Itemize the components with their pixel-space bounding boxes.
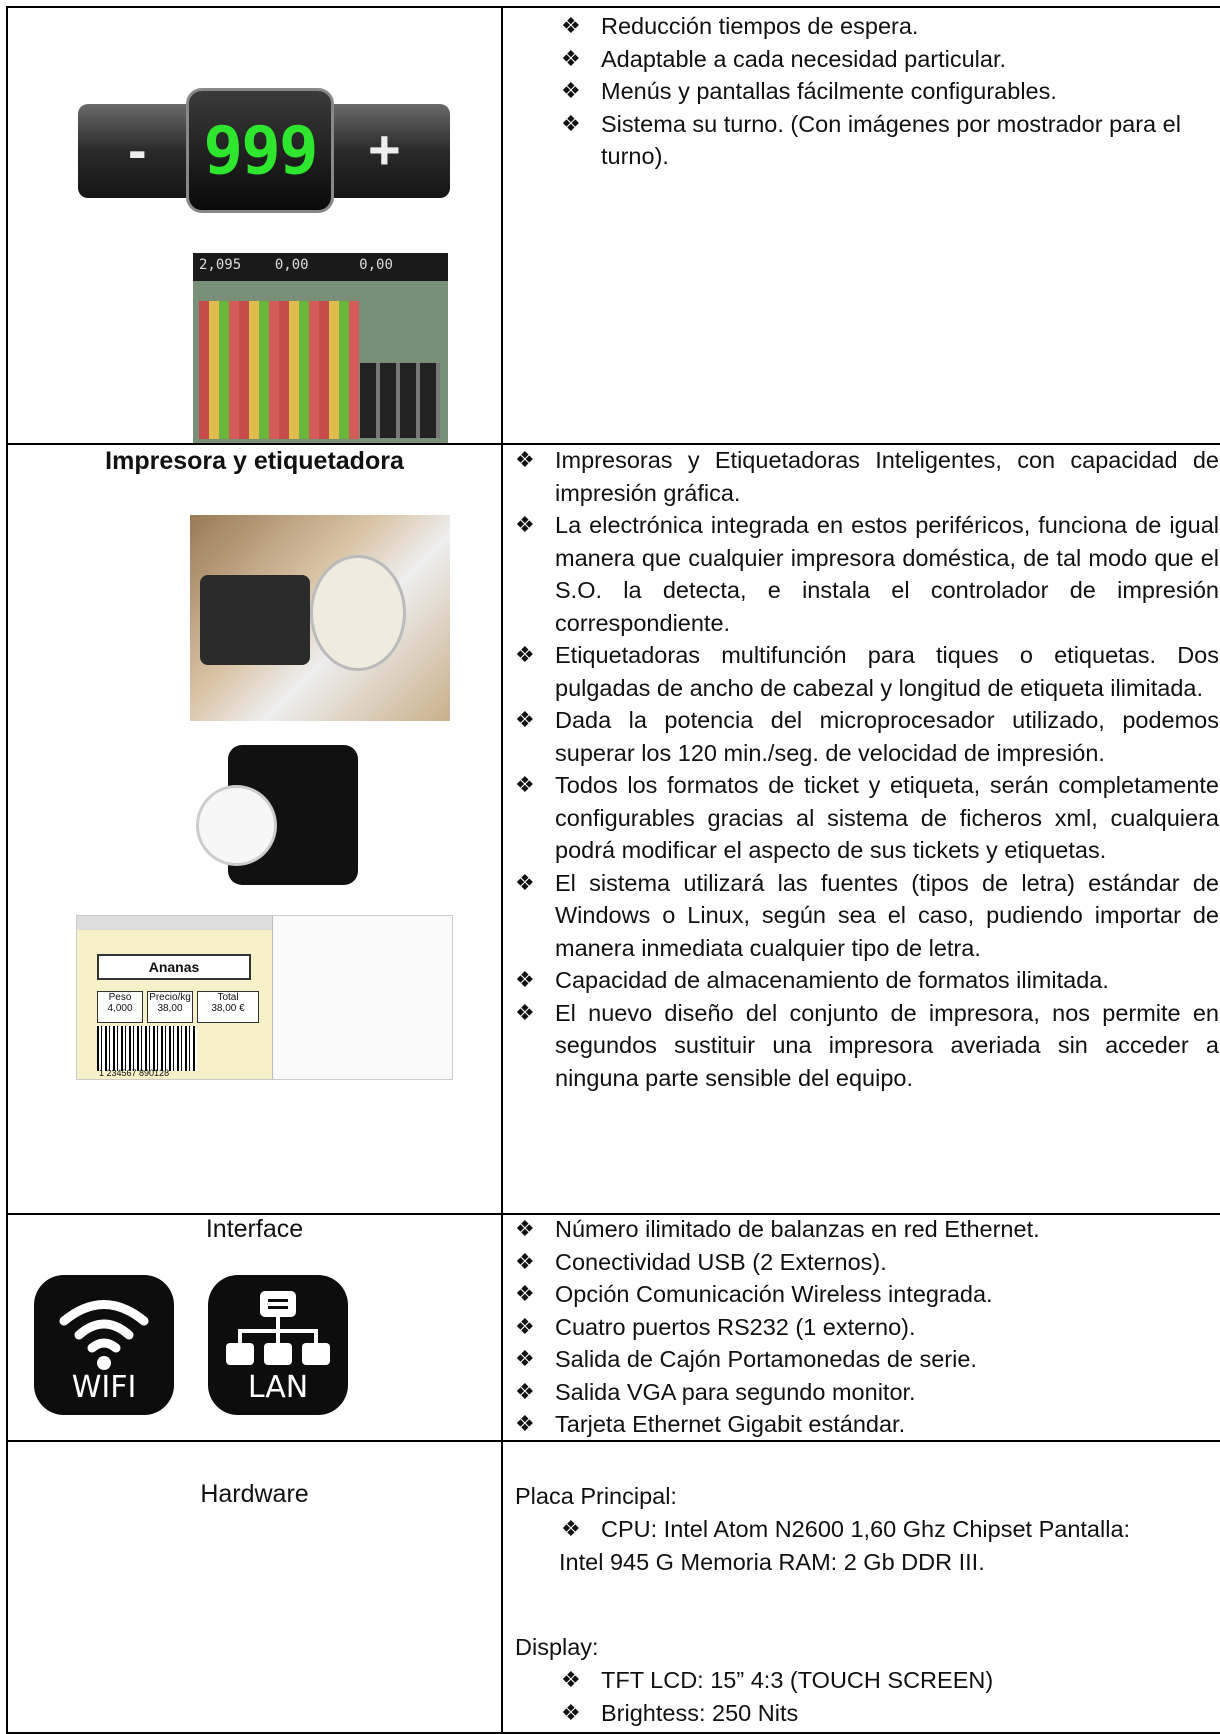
- list-item: ❖ Salida VGA para segundo monitor.: [507, 1376, 1219, 1409]
- bullet-icon: ❖: [561, 1699, 581, 1725]
- bullet-icon: ❖: [515, 967, 535, 992]
- table-row: [7, 1214, 1220, 1441]
- bullet-icon: ❖: [515, 772, 535, 797]
- bullet-icon: ❖: [515, 1313, 535, 1339]
- display-title: Display:: [515, 1634, 599, 1660]
- list-item: ❖ Adaptable a cada necesidad particular.: [553, 43, 1213, 76]
- list-item: ❖ Cuatro puertos RS232 (1 externo).: [507, 1311, 1219, 1344]
- section-title: Interface: [205, 1215, 304, 1243]
- bullet-icon: ❖: [561, 1667, 581, 1692]
- list-item: ❖ Todos los formatos de ticket y etiqueta, serán completamente configurables gracias al sistema de ficheros xml, cualquiera podrá modificar el aspecto de sus tickets y etiquetas.: [507, 769, 1219, 867]
- section-title: Hardware: [200, 1480, 309, 1508]
- image-cell: [7, 444, 502, 1214]
- touch-readout-price: 0,00: [274, 257, 309, 273]
- label-editor-image: Ananas Peso 4,000 Precio/kg 38,00 Total 38,00 € 1 234567 890128: [76, 915, 453, 1080]
- bullet-list: [553, 1664, 1219, 1729]
- lan-label: LAN: [247, 1370, 309, 1405]
- bullet-list: [553, 1513, 1219, 1546]
- image-cell: [7, 1441, 502, 1733]
- list-item: ❖ Reducción tiempos de espera.: [553, 10, 1213, 43]
- list-item: ❖ La electrónica integrada en estos periféricos, funciona de igual manera que cualquier impresora doméstica, de tal modo que el S.O. la detecta, e instala el controlador de impresión correspondiente.: [507, 509, 1219, 639]
- minus-sign: -: [128, 118, 147, 181]
- list-item: ❖ Dada la potencia del microprocesador utilizado, podemos superar los 120 min./seg. de velocidad de impresión.: [507, 704, 1219, 769]
- barcode-image: [97, 1026, 197, 1071]
- list-item: ❖ Etiquetadoras multifunción para tiques o etiquetas. Dos pulgadas de ancho de cabezal y longitud de etiqueta ilimitada.: [507, 639, 1219, 704]
- text-cell: [502, 7, 1220, 444]
- touch-screen-image: [193, 253, 448, 443]
- bullet-icon: ❖: [515, 642, 535, 667]
- list-item: ❖ CPU: Intel Atom N2600 1,60 Ghz Chipset Pantalla:: [553, 1513, 1219, 1546]
- bullet-list: [507, 444, 1219, 1094]
- bullet-icon: ❖: [515, 707, 535, 732]
- bullet-list: [507, 1213, 1219, 1441]
- table-row: [7, 7, 1220, 444]
- wifi-icon: [34, 1275, 174, 1415]
- list-item: ❖ Sistema su turno. (Con imágenes por mostrador para el turno).: [553, 108, 1213, 173]
- list-item: ❖ Capacidad de almacenamiento de formatos ilimitada.: [507, 964, 1219, 997]
- list-item: ❖ Brightess: 250 Nits: [553, 1697, 1219, 1730]
- keypad: [360, 363, 440, 438]
- list-item: ❖ Menús y pantallas fácilmente configurables.: [553, 75, 1213, 108]
- wifi-label: WIFI: [71, 1370, 137, 1405]
- table-row: [7, 444, 1220, 1214]
- text-cell: [502, 1214, 1220, 1441]
- label-product: Ananas: [97, 954, 251, 980]
- touch-readout-weight: 2,095: [199, 257, 242, 273]
- list-item: ❖ Impresoras y Etiquetadoras Inteligentes, con capacidad de impresión gráfica.: [507, 444, 1219, 509]
- properties-panel: [272, 916, 453, 1079]
- bullet-icon: ❖: [515, 1248, 535, 1274]
- bullet-icon: ❖: [561, 110, 581, 136]
- placa-continuation: Intel 945 G Memoria RAM: 2 Gb DDR III.: [559, 1549, 985, 1575]
- turn-counter-image: [78, 88, 450, 213]
- ticket-printer-image: [178, 745, 363, 890]
- plus-sign: +: [368, 118, 401, 181]
- list-item: ❖ Número ilimitado de balanzas en red Ethernet.: [507, 1213, 1219, 1246]
- touch-readout-total: 0,00: [359, 257, 393, 273]
- bullet-icon: ❖: [515, 1346, 535, 1371]
- bullet-icon: ❖: [515, 447, 535, 472]
- bullet-icon: ❖: [515, 1281, 535, 1306]
- table-row: [7, 1441, 1220, 1733]
- image-cell: [7, 7, 502, 444]
- bullet-list: [553, 10, 1213, 173]
- bullet-icon: ❖: [561, 1516, 581, 1541]
- list-item: ❖ Tarjeta Ethernet Gigabit estándar.: [507, 1408, 1219, 1441]
- bullet-icon: ❖: [561, 13, 581, 38]
- text-cell: [502, 444, 1220, 1214]
- label-printer-image: [190, 515, 450, 721]
- bullet-icon: ❖: [515, 869, 535, 895]
- bullet-icon: ❖: [515, 999, 535, 1025]
- lan-icon: [208, 1275, 348, 1415]
- list-item: ❖ TFT LCD: 15” 4:3 (TOUCH SCREEN): [553, 1664, 1219, 1697]
- list-item: ❖ Salida de Cajón Portamonedas de serie.: [507, 1343, 1219, 1376]
- bullet-icon: ❖: [561, 45, 581, 71]
- spec-table: [6, 6, 1220, 1734]
- bullet-icon: ❖: [515, 1216, 535, 1241]
- section-title: Impresora y etiquetadora: [105, 447, 404, 475]
- list-item: ❖ El sistema utilizará las fuentes (tipos de letra) estándar de Windows o Linux, según sea el caso, pudiendo importar de manera inmediata cualquier tipo de letra.: [507, 867, 1219, 965]
- bullet-icon: ❖: [515, 1411, 535, 1436]
- barcode-number: 1 234567 890128: [99, 1068, 170, 1078]
- image-cell: [7, 1214, 502, 1441]
- list-item: ❖ Conectividad USB (2 Externos).: [507, 1246, 1219, 1279]
- bullet-icon: ❖: [515, 1378, 535, 1404]
- text-cell: [502, 1441, 1220, 1733]
- list-item: ❖ El nuevo diseño del conjunto de impresora, nos permite en segundos sustituir una impresora averiada sin acceder a ninguna parte sensible del equipo.: [507, 997, 1219, 1095]
- product-grid: [199, 301, 359, 439]
- list-item: ❖ Opción Comunicación Wireless integrada.: [507, 1278, 1219, 1311]
- counter-digits: 999: [203, 112, 317, 189]
- placa-title: Placa Principal:: [515, 1483, 677, 1509]
- bullet-icon: ❖: [515, 512, 535, 537]
- bullet-icon: ❖: [561, 78, 581, 103]
